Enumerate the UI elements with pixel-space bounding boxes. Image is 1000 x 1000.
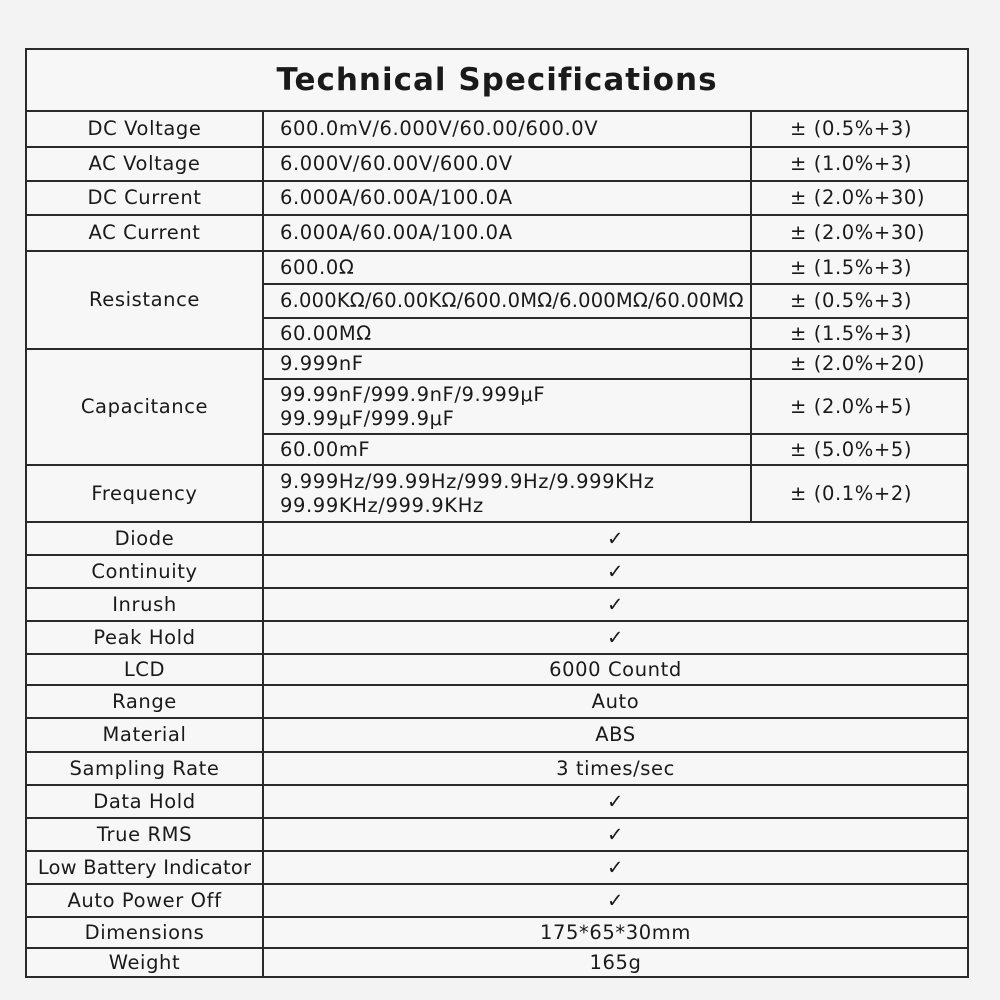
- ac-current-accuracy: ± (2.0%+30): [752, 216, 967, 252]
- ac-voltage-label: AC Voltage: [27, 148, 264, 182]
- frequency-range: 9.999Hz/99.99Hz/999.9Hz/9.999KHz 99.99KHz/999.9KHz: [264, 466, 752, 523]
- resistance-accuracy-3: ± (1.5%+3): [752, 319, 967, 350]
- capacitance-label: Capacitance: [27, 350, 264, 466]
- auto-power-off-label: Auto Power Off: [27, 885, 264, 918]
- lcd-value: 6000 Countd: [264, 655, 967, 686]
- low-battery-indicator-label: Low Battery Indicator: [27, 852, 264, 885]
- continuity-value: ✓: [264, 556, 967, 589]
- data-hold-value: ✓: [264, 786, 967, 819]
- capacitance-range-3: 60.00mF: [264, 435, 752, 466]
- dc-current-label: DC Current: [27, 182, 264, 216]
- material-value: ABS: [264, 719, 967, 753]
- table-title: Technical Specifications: [27, 50, 967, 112]
- sampling-rate-value: 3 times/sec: [264, 753, 967, 786]
- ac-voltage-accuracy: ± (1.0%+3): [752, 148, 967, 182]
- dimensions-label: Dimensions: [27, 918, 264, 949]
- ac-voltage-range: 6.000V/60.00V/600.0V: [264, 148, 752, 182]
- resistance-accuracy-1: ± (1.5%+3): [752, 252, 967, 285]
- dc-voltage-range: 600.0mV/6.000V/60.00/600.0V: [264, 112, 752, 148]
- lcd-label: LCD: [27, 655, 264, 686]
- inrush-label: Inrush: [27, 589, 264, 622]
- peak-hold-value: ✓: [264, 622, 967, 655]
- capacitance-accuracy-3: ± (5.0%+5): [752, 435, 967, 466]
- true-rms-value: ✓: [264, 819, 967, 852]
- capacitance-accuracy-2: ± (2.0%+5): [752, 380, 967, 435]
- range-value: Auto: [264, 686, 967, 719]
- weight-value: 165g: [589, 950, 642, 974]
- data-hold-label: Data Hold: [27, 786, 264, 819]
- capacitance-accuracy-1: ± (2.0%+20): [752, 350, 967, 380]
- range-label: Range: [27, 686, 264, 719]
- frequency-label: Frequency: [27, 466, 264, 523]
- spec-table: [25, 48, 969, 978]
- resistance-label: Resistance: [27, 252, 264, 350]
- material-label: Material: [27, 719, 264, 753]
- diode-value: ✓: [264, 523, 967, 556]
- ac-current-label: AC Current: [27, 216, 264, 252]
- dc-current-accuracy: ± (2.0%+30): [752, 182, 967, 216]
- true-rms-label: True RMS: [27, 819, 264, 852]
- auto-power-off-value: ✓: [264, 885, 967, 918]
- low-battery-indicator-value: ✓: [264, 852, 967, 885]
- resistance-accuracy-2: ± (0.5%+3): [752, 285, 967, 319]
- sampling-rate-label: Sampling Rate: [27, 753, 264, 786]
- weight-label: Weight: [27, 949, 264, 976]
- resistance-range-3: 60.00MΩ: [264, 319, 752, 350]
- capacitance-range-2: 99.99nF/999.9nF/9.999μF 99.99μF/999.9μF: [264, 380, 752, 435]
- dc-voltage-label: DC Voltage: [27, 112, 264, 148]
- diode-label: Diode: [27, 523, 264, 556]
- inrush-value: ✓: [264, 589, 967, 622]
- continuity-label: Continuity: [27, 556, 264, 589]
- resistance-range-1: 600.0Ω: [264, 252, 752, 285]
- capacitance-range-1: 9.999nF: [264, 350, 752, 380]
- dimensions-value: 175*65*30mm: [264, 918, 967, 949]
- peak-hold-label: Peak Hold: [27, 622, 264, 655]
- dc-current-range: 6.000A/60.00A/100.0A: [264, 182, 752, 216]
- resistance-range-2: 6.000KΩ/60.00KΩ/600.0MΩ/6.000MΩ/60.00MΩ: [264, 285, 752, 319]
- frequency-accuracy: ± (0.1%+2): [752, 466, 967, 523]
- ac-current-range: 6.000A/60.00A/100.0A: [264, 216, 752, 252]
- dc-voltage-accuracy: ± (0.5%+3): [752, 112, 967, 148]
